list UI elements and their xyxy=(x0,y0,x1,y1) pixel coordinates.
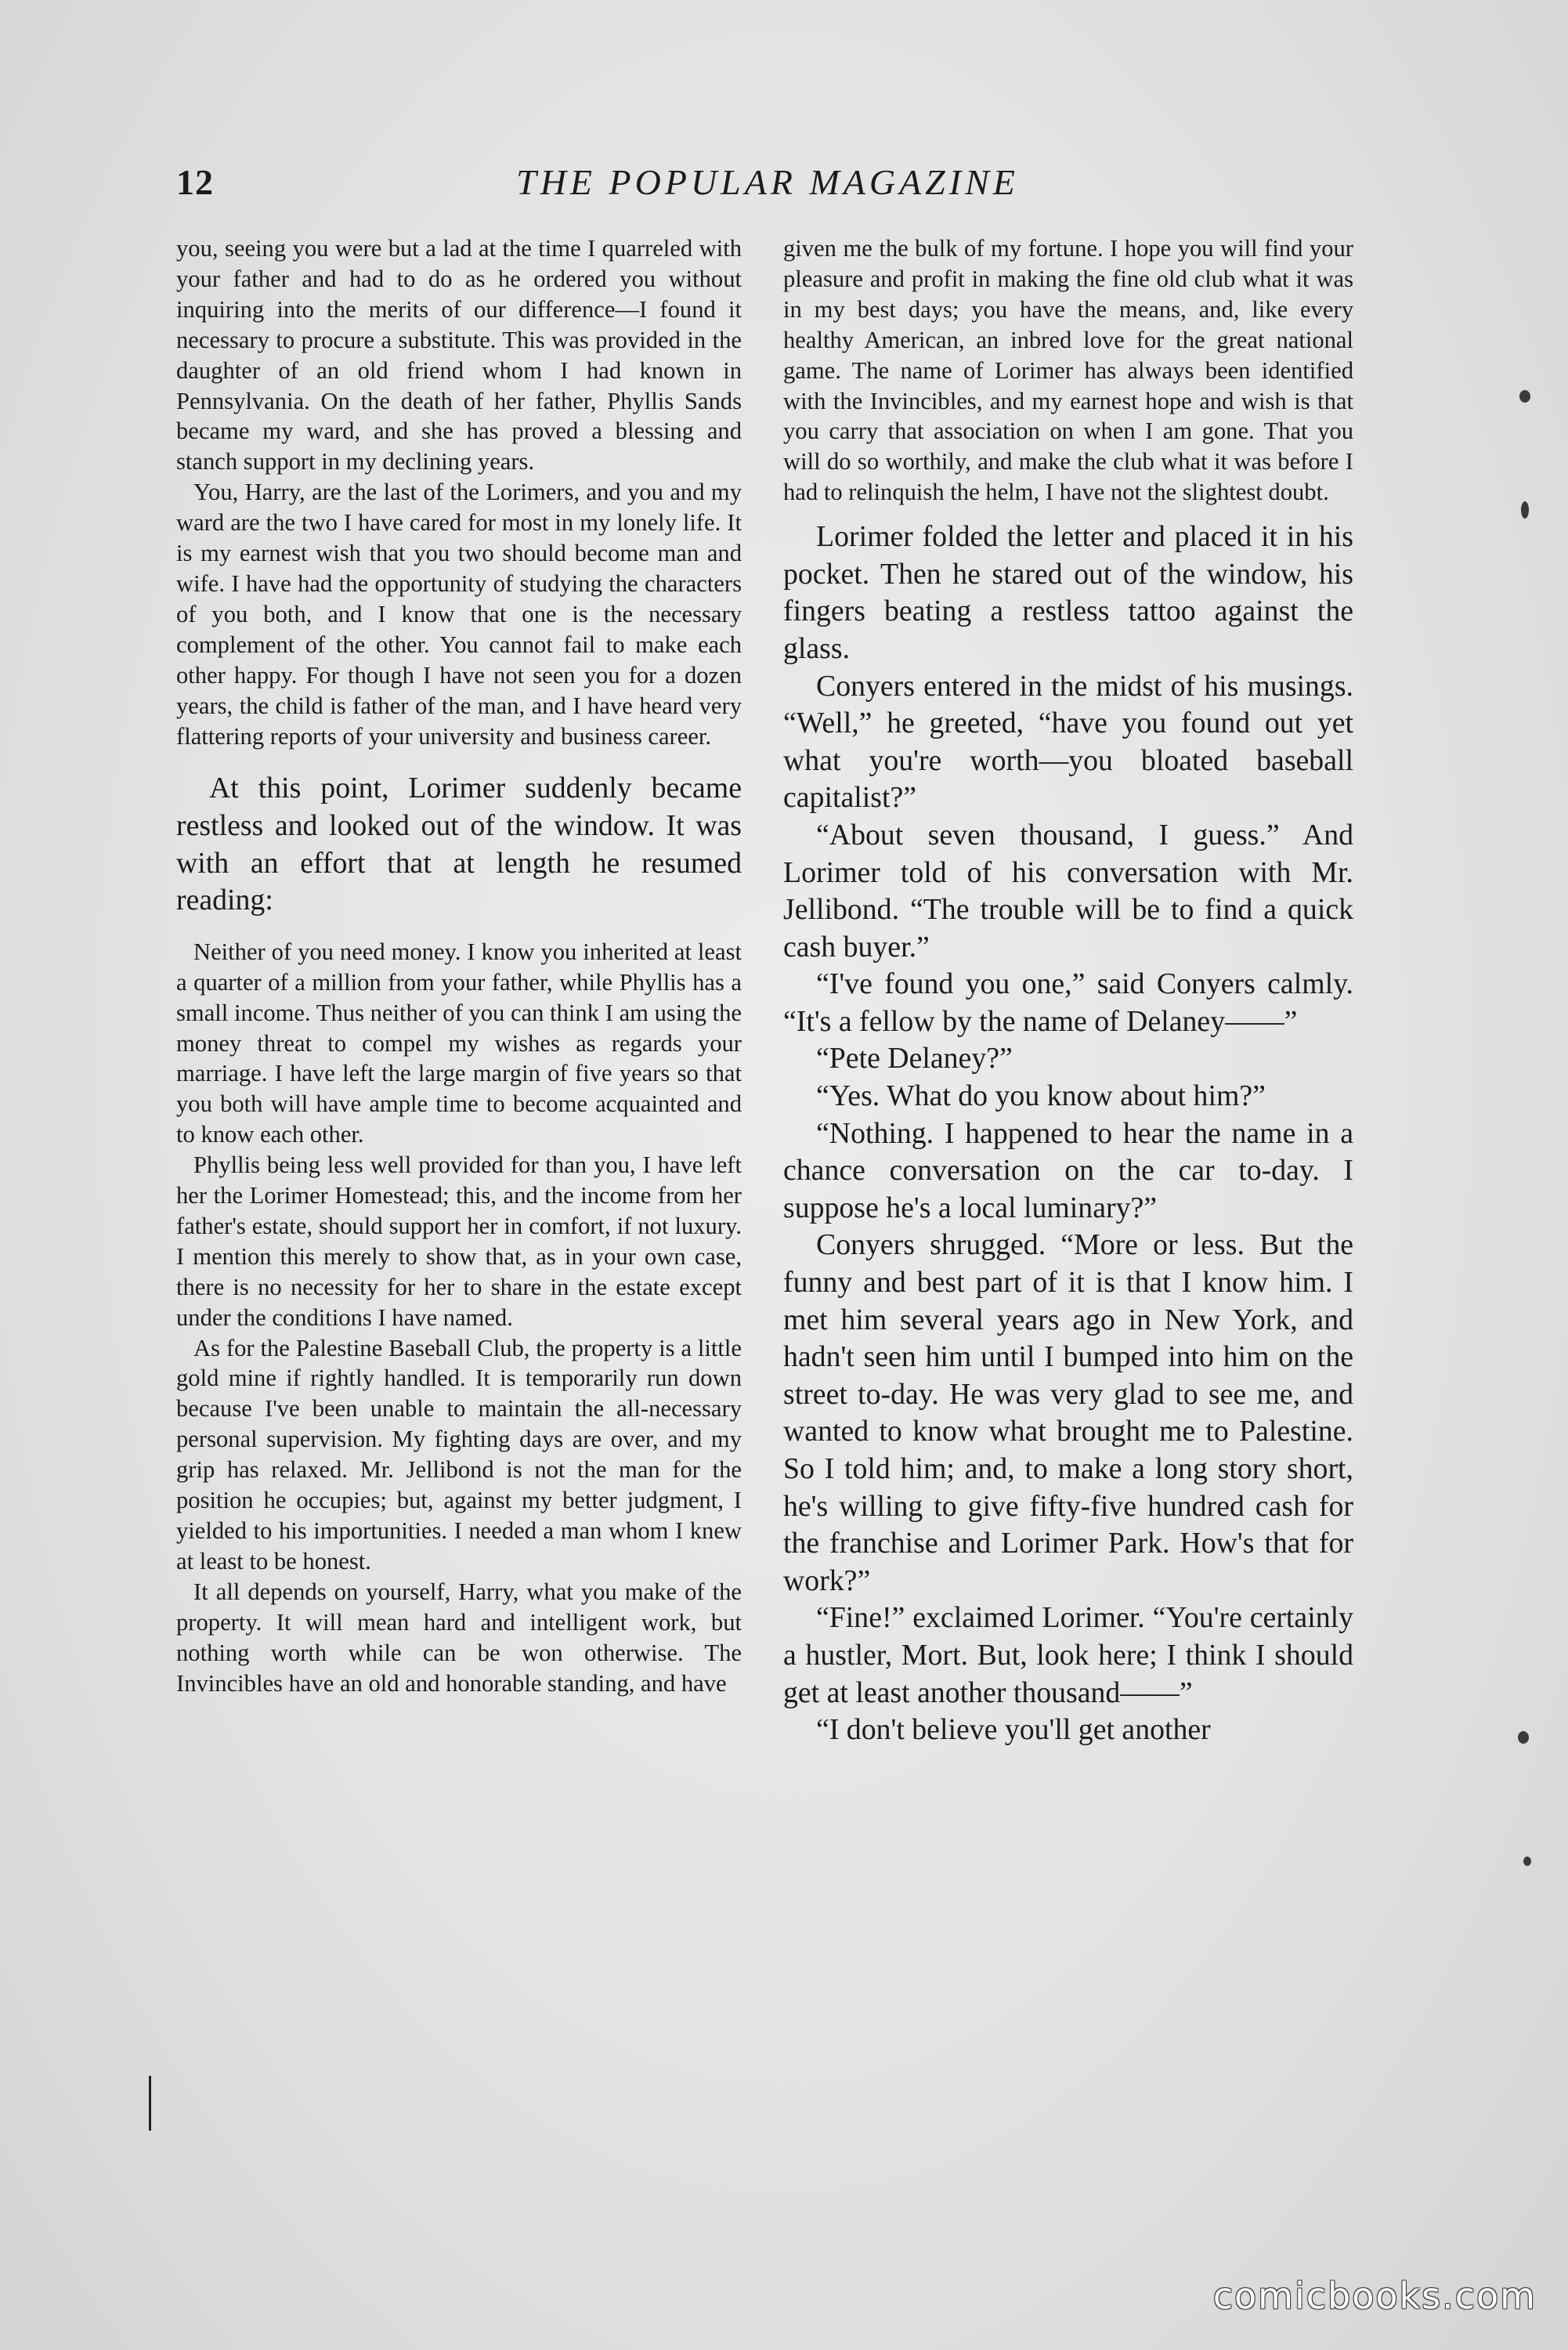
letter-paragraph: It all depends on yourself, Harry, what you make of the property. It will mean hard and intelligent work, but nothing worth while can be won otherwise. The Invincibles have an old and honorable standing, and have xyxy=(176,1578,742,1697)
story-paragraph: “Fine!” exclaimed Lorimer. “You're certainly a hustler, Mort. But, look here; I think I should get at least another thousand——” xyxy=(783,1601,1353,1709)
story-paragraph: “I don't believe you'll get another xyxy=(816,1713,1211,1747)
binding-hole xyxy=(1523,1856,1531,1866)
story-paragraph: At this point, Lorimer suddenly became restless and looked out of the window. It was with an effort that at length he resumed reading: xyxy=(176,772,742,917)
story-paragraph: “Yes. What do you know about him?” xyxy=(816,1079,1266,1113)
story-paragraph: “About seven thousand, I guess.” And Lorimer told of his conversation with Mr. Jellibond. “The trouble will be to find a quick cash buyer.” xyxy=(783,818,1353,964)
letter-paragraph: As for the Palestine Baseball Club, the property is a little gold mine if rightly handled. It is temporarily run down because I've been unable to maintain the all-necessary personal supervision. My fighting days are over, and my grip has relaxed. Mr. Jellibond is not the man for the position he occupies; but, against my better judgment, I yielded to his importunities. I needed a man whom I knew at least to be honest. xyxy=(176,1334,742,1574)
running-title: THE POPULAR MAGAZINE xyxy=(516,162,1019,202)
binding-hole xyxy=(1519,390,1530,403)
story-paragraph: Conyers shrugged. “More or less. But the funny and best part of it is that I know him. I met him several years ago in New York, and hadn't seen him until I bumped into him on the street to-day. He was very glad to see me, and wanted to know what brought me to Palestine. So I told him; and, to make a long story short, he's willing to give fifty-five hundred cash for the franchise and Lorimer Park. How's that for work?” xyxy=(783,1228,1353,1597)
right-column xyxy=(783,233,1353,1749)
binding-hole xyxy=(1518,1731,1529,1744)
watermark: comicbooks.com xyxy=(1212,2275,1537,2317)
story-paragraph: “I've found you one,” said Conyers calmly. “It's a fellow by the name of Delaney——” xyxy=(783,967,1353,1038)
story-paragraph: “Pete Delaney?” xyxy=(816,1042,1013,1076)
letter-paragraph: given me the bulk of my fortune. I hope you will find your pleasure and profit in making the fine old club what it was in my best days; you have the means, and, like every healthy American, an inbred love for the great national game. The name of Lorimer has always been identified with the Invincibles, and my earnest hope and wish is that you carry that association on when I am gone. That you will do so worthily, and make the club what it was before I had to relinquish the helm, I have not the slightest doubt. xyxy=(783,235,1353,506)
letter-paragraph: Phyllis being less well provided for than you, I have left her the Lorimer Homestead; this, and the income from her father's estate, should support her in comfort, if not luxury. I mention this merely to show that, as in your own case, there is no necessity for her to share in the estate except under the conditions I have named. xyxy=(176,1152,742,1331)
story-paragraph: Lorimer folded the letter and placed it in his pocket. Then he stared out of the window, his fingers beating a restless tattoo against the glass. xyxy=(783,520,1353,665)
letter-paragraph: you, seeing you were but a lad at the time I quarreled with your father and had to do as he ordered you without inquiring into the merits of our difference—I found it necessary to procure a substitute. This was provided in the daughter of an old friend whom I had known in Pennsylvania. On the death of her father, Phyllis Sands became my ward, and she has proved a blessing and stanch support in my declining years. xyxy=(176,235,742,475)
letter-paragraph: Neither of you need money. I know you inherited at least a quarter of a million from your father, while Phyllis has a small income. Thus neither of you can think I am using the money threat to compel my wishes as regards your marriage. I have left the large margin of five years so that you both will have ample time to become acquainted and to know each other. xyxy=(176,938,742,1148)
left-column xyxy=(176,233,742,1698)
binding-hole xyxy=(1521,501,1529,519)
page-number: 12 xyxy=(176,162,214,202)
page-header xyxy=(157,157,1378,212)
letter-paragraph: You, Harry, are the last of the Lorimers, and you and my ward are the two I have cared for most in my lonely life. It is my earnest wish that you two should become man and wife. I have had the opportunity of studying the characters of you both, and I know that one is the necessary complement of the other. You cannot fail to make each other happy. For though I have not seen you for a dozen years, the child is father of the man, and I have heard very flattering reports of your university and business career. xyxy=(176,479,742,750)
story-paragraph: “Nothing. I happened to hear the name in a chance conversation on the car to-day. I suppose he's a local luminary?” xyxy=(783,1116,1353,1224)
story-paragraph: Conyers entered in the midst of his musings. “Well,” he greeted, “have you found out yet what you're worth—you bloated baseball capitalist?” xyxy=(783,669,1353,815)
page-margin-mark xyxy=(149,2076,151,2131)
